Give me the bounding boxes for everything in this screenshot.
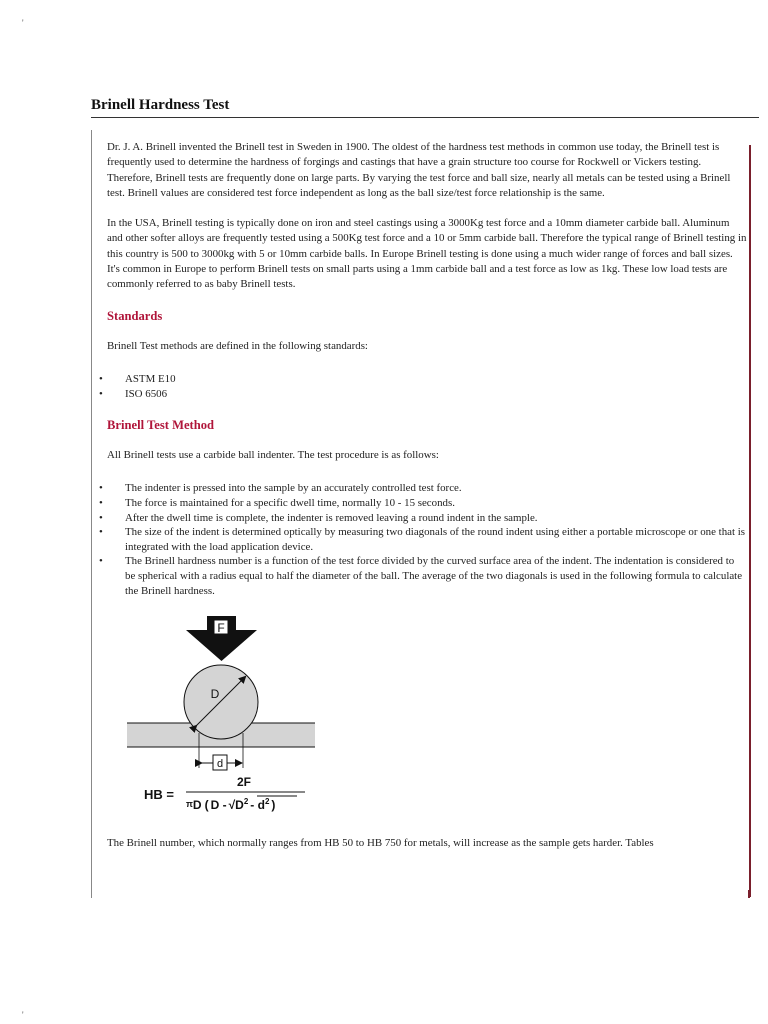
list-item-text: The Brinell hardness number is a function of the test force divided by the curved surface area of the indent. The indentation is considered to be spherical with a radius equal to half the diameter of the ball. The average of the two diagonals is used in the following formula to calculate the Brinell hardness. — [125, 555, 743, 597]
list-item-text: After the dwell time is complete, the indenter is removed leaving a round indent in the sample. — [125, 511, 538, 524]
bullet-icon: • — [99, 526, 103, 539]
intro-paragraph: Dr. J. A. Brinell invented the Brinell test in Sweden in 1900. The oldest of the hardness test methods in common use today, the Brinell test is frequently used to determine the hardness of forgings and castings that have a grain structure too course for Rockwell or Vickers testing. Therefore, Brinell tests are frequently done on large parts. By varying the test force and ball size, nearly all metals can be tested using a Brinell test. Brinell values are considered test force independent as long as the ball size/test force relationship is the same. — [107, 141, 731, 199]
ball-indenter — [184, 665, 258, 739]
formula-lhs: HB = — [144, 787, 174, 803]
method-lead: All Brinell tests use a carbide ball indenter. The test procedure is as follows: — [107, 449, 439, 462]
list-item — [99, 496, 747, 511]
intro-paragraph: In the USA, Brinell testing is typically done on iron and steel castings using a 3000Kg test force and a 10mm diameter carbide ball. Aluminum and other softer alloys are frequently tested using a 500Kg test force and a 10 or 5mm carbide ball. Therefore the typical range of Brinell testing in this country is 500 to 3000kg with 5 or 10mm carbide balls. In Europe Brinell testing is done using a much wider range of forces and ball sizes. It's common in Europe to perform Brinell tests on small parts using a 1mm carbide ball and a test force as low as 1kg. These low load tests are commonly referred to as baby Brinell tests. — [107, 217, 747, 291]
standards-list — [99, 372, 747, 401]
list-item — [99, 511, 747, 526]
standards-heading: Standards — [107, 308, 163, 323]
force-label: F — [217, 621, 225, 636]
list-item-text: The force is maintained for a specific dwell time, normally 10 - 15 seconds. — [125, 497, 455, 510]
brinell-diagram-svg — [107, 616, 437, 816]
formula-denominator: πD ( D - $√D^2 - d^2$ ) — [186, 797, 276, 813]
list-item-text: The size of the indent is determined optically by measuring two diagonals of the round indent using either a portable microscope or one that is integrated with the load application device. — [125, 526, 745, 553]
list-item — [99, 554, 747, 598]
page-corner-mark: ' — [22, 1010, 24, 1020]
bullet-icon: • — [99, 482, 103, 495]
article-body — [99, 140, 747, 852]
method-heading: Brinell Test Method — [107, 418, 215, 433]
list-item-text: ISO 6506 — [125, 387, 168, 400]
list-item — [99, 481, 747, 496]
list-item-text: The indenter is pressed into the sample by an accurately controlled test force. — [125, 482, 462, 495]
bullet-icon: • — [99, 511, 103, 524]
right-border — [749, 145, 751, 897]
left-border — [91, 130, 92, 898]
bullet-icon: • — [99, 555, 103, 568]
indent-label: d — [216, 758, 224, 771]
bullet-icon: • — [99, 497, 103, 510]
list-item-text: ASTM E10 — [125, 372, 176, 385]
bullet-icon: • — [99, 372, 103, 385]
right-border-tick — [748, 890, 750, 898]
method-steps — [99, 481, 747, 598]
bullet-icon: • — [99, 387, 103, 400]
standards-lead: Brinell Test methods are defined in the following standards: — [107, 339, 368, 352]
list-item — [99, 525, 747, 554]
closing-paragraph: The Brinell number, which normally ranges from HB 50 to HB 750 for metals, will increase as the sample gets harder. Tables — [107, 837, 654, 850]
list-item — [99, 387, 747, 402]
brinell-diagram — [107, 616, 437, 816]
title-divider — [91, 117, 759, 118]
list-item — [99, 372, 747, 387]
page-title: Brinell Hardness Test — [91, 97, 230, 113]
formula-numerator: 2F — [236, 775, 252, 790]
ball-diameter-label: D — [210, 687, 220, 702]
page-corner-mark: ' — [22, 18, 24, 28]
